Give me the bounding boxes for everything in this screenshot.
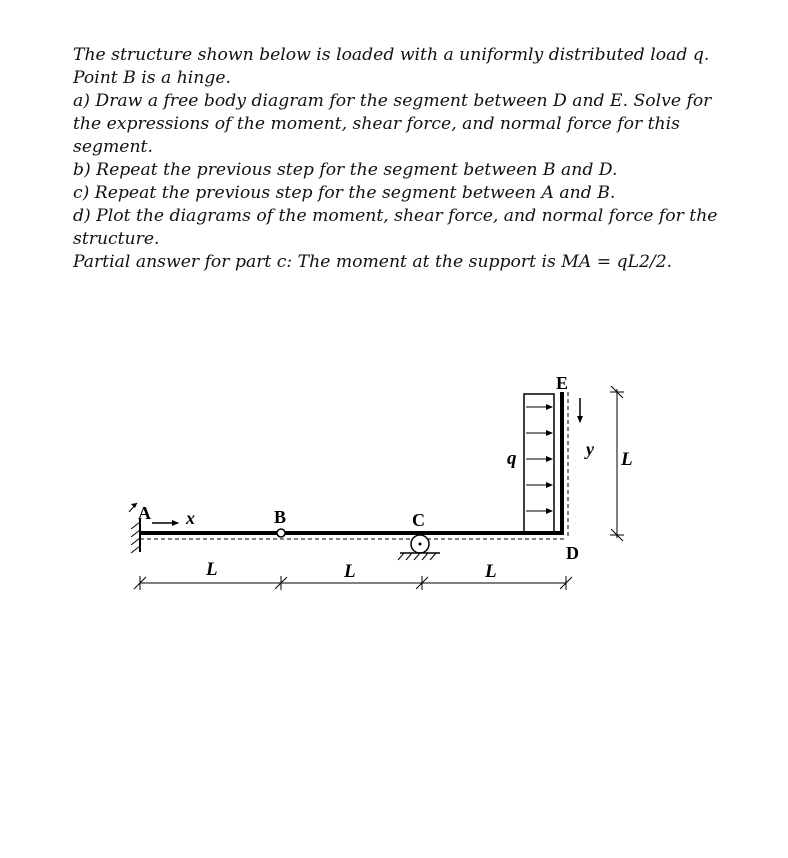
load-q-label: q xyxy=(507,448,517,469)
problem-line-5: segment. xyxy=(73,137,153,157)
distributed-load xyxy=(524,394,554,532)
dim-ab-label: L xyxy=(206,559,218,580)
roller-support-c xyxy=(398,535,440,560)
dim-cd-label: L xyxy=(485,561,497,582)
point-a-label: A xyxy=(138,503,151,523)
dim-bc-label: L xyxy=(344,561,356,582)
hinge-b xyxy=(277,529,285,537)
problem-line-6: b) Repeat the previous step for the segment between B and D. xyxy=(73,160,618,180)
problem-line-1: The structure shown below is loaded with a uniformly distributed load q. xyxy=(73,45,710,65)
point-e-label: E xyxy=(556,373,569,393)
problem-line-10: Partial answer for part c: The moment at the support is MA = qL2/2. xyxy=(73,252,673,272)
axis-x-label: x xyxy=(186,508,195,528)
dim-de-label: L xyxy=(621,449,633,470)
problem-line-8: d) Plot the diagrams of the moment, shear force, and normal force for the xyxy=(73,206,718,226)
problem-line-2: Point B is a hinge. xyxy=(73,68,232,88)
problem-line-7: c) Repeat the previous step for the segment between A and B. xyxy=(73,183,616,203)
problem-line-4: the expressions of the moment, shear force, and normal force for this xyxy=(73,114,680,134)
axis-y-label: y xyxy=(586,439,594,459)
a-pointer-head xyxy=(131,503,137,508)
point-b-label: B xyxy=(274,507,287,527)
point-d-label: D xyxy=(566,543,579,563)
problem-line-3: a) Draw a free body diagram for the segment between D and E. Solve for xyxy=(73,91,712,111)
point-c-label: C xyxy=(412,510,425,530)
problem-line-9: structure. xyxy=(73,229,160,249)
fixed-support-a xyxy=(131,519,140,553)
